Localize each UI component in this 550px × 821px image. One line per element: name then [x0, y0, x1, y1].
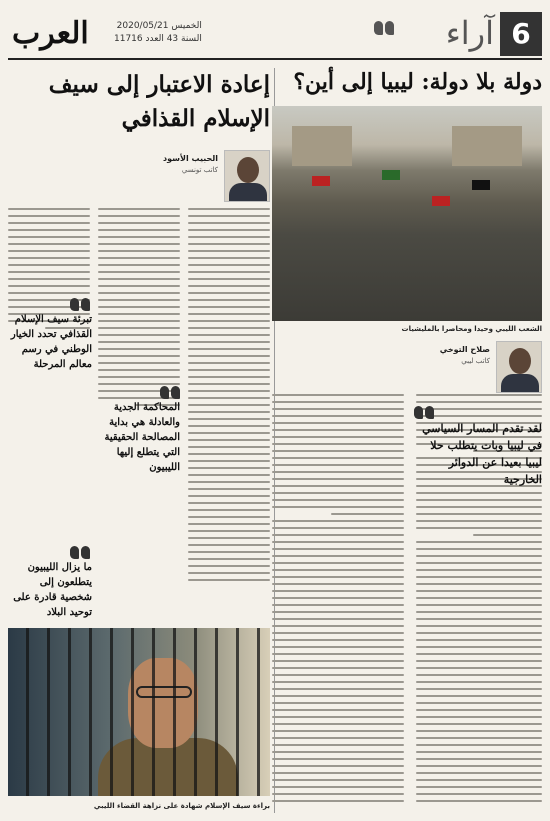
- right-article-headline[interactable]: دولة بلا دولة: ليبيا إلى أين؟: [293, 69, 542, 95]
- avatar: [496, 341, 542, 393]
- newspaper-logo: العرب: [12, 16, 89, 51]
- left-pullquote-1: تبرئة سيف الإسلام القذافي تحدد الخيار الوطني في رسم معالم المرحلة: [10, 314, 92, 370]
- section-title: آراء: [445, 14, 494, 52]
- author-name: صلاح التوخي: [439, 345, 490, 354]
- left-pullquote-3: ما يزال الليبيون يتطلعون إلى شخصية قادرة على توحيد البلاد: [13, 562, 92, 618]
- author-role: كاتب تونسي: [181, 166, 218, 174]
- quote-icon: [158, 384, 180, 400]
- right-author-box: [272, 341, 542, 397]
- right-article: [272, 68, 542, 813]
- crowd-photo: [272, 106, 542, 321]
- page-number: 6: [500, 12, 542, 56]
- issue-date: الخميس 2020/05/21: [116, 21, 202, 31]
- left-article: [8, 68, 270, 813]
- left-author-box: [140, 150, 270, 206]
- left-article-headline[interactable]: إعادة الاعتبار إلى سيف الإسلام القذافي: [48, 71, 270, 132]
- author-name: الحبيب الأسود: [163, 154, 218, 163]
- crowd-photo-caption: الشعب الليبي وحيدا ومحاصرا بالمليشيات: [401, 325, 542, 333]
- author-role: كاتب ليبي: [461, 357, 490, 365]
- page-header: [8, 6, 542, 60]
- left-pullquote-2: المحاكمة الجدية والعادلة هي بداية المصالحة الحقيقية التي يتطلع إليها الليبيون: [104, 402, 180, 473]
- saif-photo: [8, 628, 270, 796]
- saif-photo-caption: براءة سيف الإسلام شهادة على نزاهة القضاء الليبي: [93, 802, 270, 810]
- quote-icon: [68, 544, 90, 560]
- quote-icon: [412, 404, 434, 420]
- quote-icon: [372, 20, 394, 38]
- quote-icon: [68, 296, 90, 312]
- right-pullquote: لقد تقدم المسار السياسي في ليبيا وبات يتطلب حلا ليبيا بعيدا عن الدوائر الخارجية: [422, 422, 542, 486]
- avatar: [224, 150, 270, 202]
- issue-number: السنة 43 العدد 11716: [114, 34, 202, 44]
- edition-info: [114, 20, 202, 46]
